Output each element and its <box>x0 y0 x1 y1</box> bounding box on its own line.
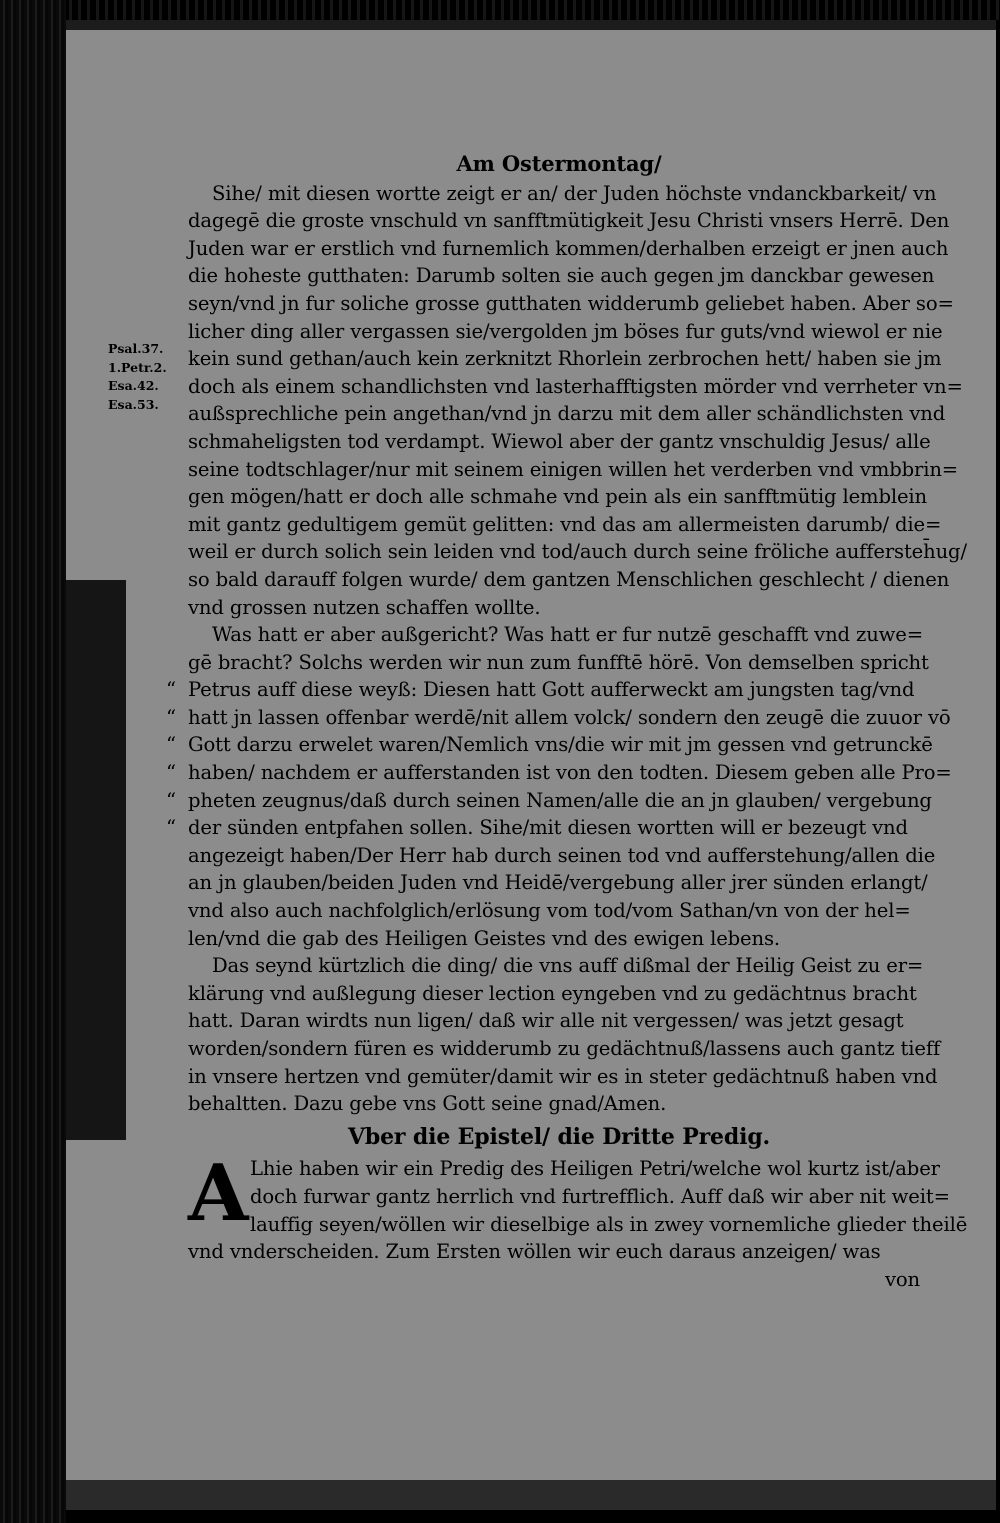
line-text: licher ding aller vergassen sie/vergolden jm böses fur guts/vnd wiewol er nie <box>188 319 943 343</box>
text-line <box>188 952 930 980</box>
line-text: hatt jn lassen offenbar werdē/nit allem volck/ sondern den zeugē die zuuor vō <box>188 705 951 729</box>
line-text: angezeigt haben/Der Herr hab durch seinen tod vnd aufferstehung/allen die <box>188 843 936 867</box>
line-text: weil er durch solich sein leiden vnd tod/auch durch seine fröliche auffersteh̄ug/ <box>188 540 967 564</box>
text-line: doch furwar gantz herrlich vnd furtrefflich. Auff daß wir aber nit weit= <box>250 1184 950 1208</box>
line-text: gē bracht? Solchs werden wir nun zum funfftē hörē. Von demselben spricht <box>188 650 929 674</box>
line-text: dagegē die groste vnschuld vn sanfftmütigkeit Jesu Christi vnsers Herrē. Den <box>188 209 950 233</box>
text-line <box>188 1035 941 1063</box>
text-line <box>188 869 930 897</box>
ink-stain <box>66 580 126 1140</box>
line-text: behaltten. Dazu gebe vns Gott seine gnad/Amen. <box>188 1092 667 1116</box>
text-line <box>188 262 935 290</box>
text-line <box>188 400 946 428</box>
text-line <box>188 980 930 1008</box>
text-line <box>188 594 930 622</box>
line-text: vnd also auch nachfolglich/erlösung vom tod/vom Sathan/vn von der hel= <box>188 899 911 923</box>
ink-stain <box>66 1480 996 1510</box>
text-line: Lhie haben wir ein Predig des Heiligen Petri/welche wol kurtz ist/aber <box>250 1157 940 1181</box>
text-line <box>188 1090 930 1118</box>
page-top-edge <box>0 0 1000 20</box>
text-line <box>188 235 949 263</box>
page-text <box>188 150 968 1293</box>
line-text: seine todtschlager/nur mit seinem einigen willen het verderben vnd vmbbrin= <box>188 457 959 481</box>
text-line <box>188 483 930 511</box>
paragraph <box>188 180 967 622</box>
text-line <box>188 373 963 401</box>
margin-note: Esa.53. <box>108 396 159 412</box>
text-line: vnd vnderscheiden. Zum Ersten wöllen wir euch daraus anzeigen/ was <box>188 1240 881 1264</box>
text-line <box>188 566 950 594</box>
text-line <box>188 731 933 759</box>
text-line <box>188 787 930 815</box>
line-text: vnd grossen nutzen schaffen wollte. <box>188 595 541 619</box>
margin-note: Psal.37. <box>108 341 164 356</box>
line-text: außsprechliche pein angethan/vnd jn darzu mit dem aller schändlichsten vnd <box>188 402 946 426</box>
ink-stain <box>66 20 996 30</box>
line-text: Was hatt er aber außgericht? Was hatt er fur nutzē geschafft vnd zuwe= <box>212 623 923 647</box>
text-line <box>188 290 954 318</box>
drop-initial: A <box>188 1148 249 1240</box>
line-text: Das seynd kürtzlich die ding/ die vns auff dißmal der Heilig Geist zu er= <box>212 954 924 978</box>
text-line <box>188 428 930 456</box>
text-line <box>188 621 930 649</box>
text-line <box>188 538 967 566</box>
margin-notes <box>108 340 188 414</box>
text-line <box>188 1007 930 1035</box>
line-text: worden/sondern füren es widderumb zu gedächtnuß/lassens auch gantz tieff <box>188 1037 941 1060</box>
line-text: in vnsere hertzen vnd gemüter/damit wir es in steter gedächtnuß haben vnd <box>188 1064 938 1088</box>
text-line: lauffig seyen/wöllen wir dieselbige als in zwey vornemliche glieder theilē <box>250 1212 968 1236</box>
line-text: so bald darauff folgen wurde/ dem gantzen Menschlichen geschlecht / dienen <box>188 567 950 591</box>
section-title: Vber die Epistel/ die Dritte Predig. <box>347 1123 771 1150</box>
line-text: Sihe/ mit diesen wortte zeigt er an/ der Juden höchste vndanckbarkeit/ vn <box>212 181 937 205</box>
text-line <box>188 704 951 732</box>
text-line <box>188 1063 938 1091</box>
text-line <box>188 318 943 346</box>
text-line <box>188 925 930 953</box>
text-line <box>188 814 930 842</box>
line-text: schmaheligsten tod verdampt. Wiewol aber der gantz vnschuldig Jesus/ alle <box>188 429 931 453</box>
line-text: hatt. Daran wirdts nun ligen/ daß wir alle nit vergessen/ was jetzt gesagt <box>188 1009 904 1033</box>
paragraph <box>188 621 952 952</box>
line-text: len/vnd die gab des Heiligen Geistes vnd des ewigen lebens. <box>188 926 780 950</box>
line-text: Gott darzu erwelet waren/Nemlich vns/die wir mit jm gessen vnd getrunckē <box>188 733 933 757</box>
margin-note: 1.Petr.2. <box>108 359 167 375</box>
text-line <box>188 180 937 208</box>
line-text: an jn glauben/beiden Juden vnd Heidē/vergebung aller jrer sünden erlangt/ <box>188 871 928 895</box>
line-text: seyn/vnd jn fur soliche grosse gutthaten widderumb geliebet haben. Aber so= <box>188 291 954 315</box>
text-line <box>188 676 930 704</box>
text-line <box>188 456 959 484</box>
text-line <box>188 897 930 925</box>
line-text: Petrus auff diese weyß: Diesen hatt Gott aufferweckt am jungsten tag/vnd <box>188 678 915 702</box>
line-text: Juden war er erstlich vnd furnemlich kommen/derhalben erzeigt er jnen auch <box>188 236 949 260</box>
line-text: klärung vnd außlegung dieser lection eyngeben vnd zu gedächtnus bracht <box>188 981 917 1005</box>
text-line <box>188 649 930 677</box>
catchword: von <box>884 1267 920 1291</box>
margin-note: Esa.42. <box>108 378 159 393</box>
text-line <box>188 842 936 870</box>
line-text: gen mögen/hatt er doch alle schmahe vnd pein als ein sanfftmütig lemblein <box>188 485 928 509</box>
line-text: der sünden entpfahen sollen. Sihe/mit diesen wortten will er bezeugt vnd <box>188 816 908 840</box>
line-text: doch als einem schandlichsten vnd lasterhafftigsten mörder vnd verrheter vn= <box>188 374 963 398</box>
paragraphs <box>188 180 967 1118</box>
line-text: pheten zeugnus/daß durch seinen Namen/alle die an jn glauben/ vergebung <box>188 788 932 812</box>
text-line <box>188 207 950 235</box>
running-head: Am Ostermontag/ <box>456 151 662 176</box>
text-line <box>188 345 942 373</box>
text-line <box>188 511 942 539</box>
section-body <box>188 1148 968 1265</box>
line-text: mit gantz gedultigem gemüt gelitten: vnd das am allermeisten darumb/ die= <box>188 512 942 536</box>
line-text: kein sund gethan/auch kein zerknitzt Rhorlein zerbrochen hett/ haben sie jm <box>188 347 942 371</box>
line-text: haben/ nachdem er aufferstanden ist von den todten. Diesem geben alle Pro= <box>188 761 952 785</box>
book-binding-edge <box>0 0 66 1523</box>
section-lines <box>188 1148 968 1265</box>
text-line <box>188 759 952 787</box>
paragraph <box>188 952 941 1118</box>
line-text: die hoheste gutthaten: Darumb solten sie auch gegen jm danckbar gewesen <box>188 264 935 288</box>
